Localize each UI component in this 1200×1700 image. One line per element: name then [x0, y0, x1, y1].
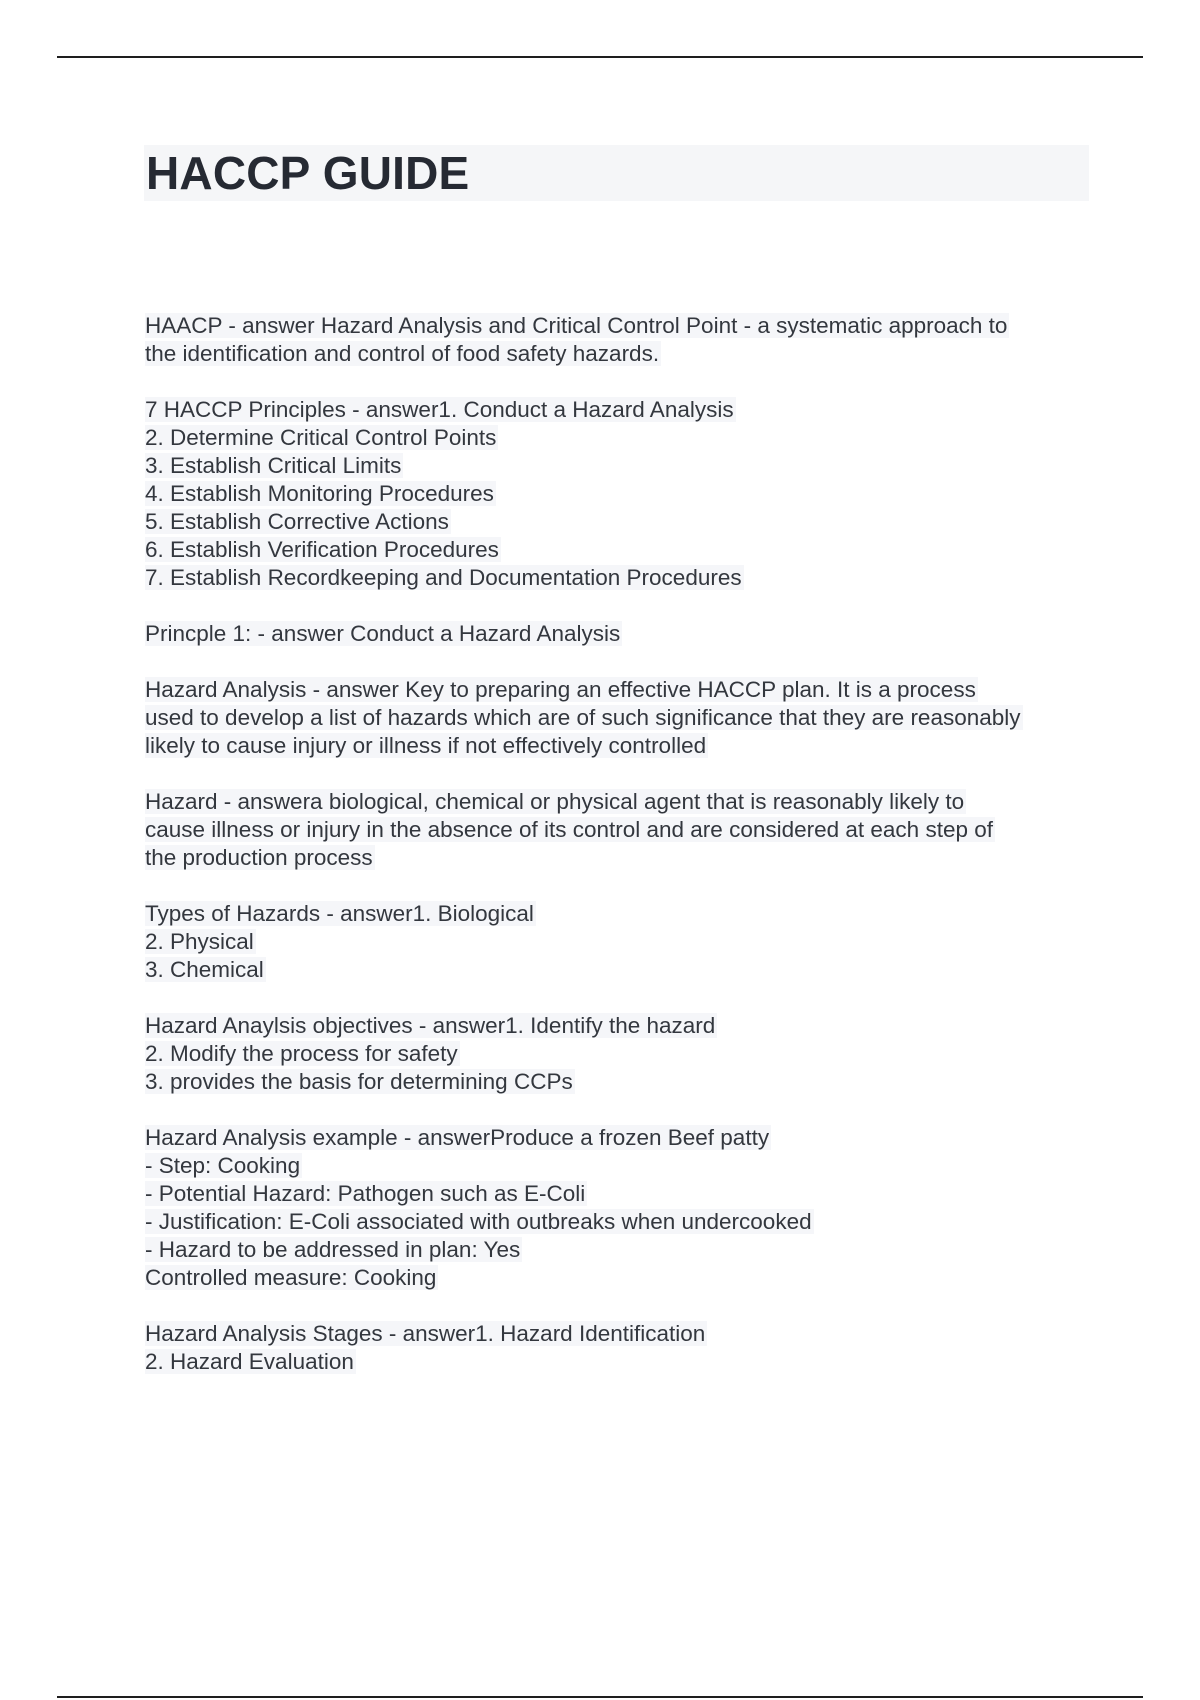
- entry-haacp: [145, 312, 1095, 368]
- entry-line: HAACP - answer Hazard Analysis and Critical Control Point - a systematic approach to: [145, 313, 1008, 338]
- entry-line: Hazard Analysis Stages - answer1. Hazard Identification: [145, 1321, 706, 1346]
- top-rule: [57, 56, 1143, 58]
- entry-line: 6. Establish Verification Procedures: [145, 537, 499, 562]
- entry-line: Hazard - answera biological, chemical or physical agent that is reasonably likely to: [145, 789, 965, 814]
- entry-line: - Hazard to be addressed in plan: Yes: [145, 1237, 521, 1262]
- entry-hazard-analysis: [145, 676, 1095, 760]
- entry-line: 7 HACCP Principles - answer1. Conduct a Hazard Analysis: [145, 397, 734, 422]
- entry-principle-1: [145, 620, 1095, 648]
- entry-line: - Step: Cooking: [145, 1153, 301, 1178]
- entry-line: cause illness or injury in the absence of its control and are considered at each step of: [145, 817, 993, 842]
- entry-line: 2. Physical: [145, 929, 254, 954]
- entry-line: 3. Establish Critical Limits: [145, 453, 402, 478]
- entry-line: likely to cause injury or illness if not effectively controlled: [145, 733, 707, 758]
- entry-line: Princple 1: - answer Conduct a Hazard Analysis: [145, 621, 621, 646]
- entry-line: 3. provides the basis for determining CCPs: [145, 1069, 573, 1094]
- entry-line: Types of Hazards - answer1. Biological: [145, 901, 534, 926]
- entry-line: Hazard Analysis example - answerProduce a frozen Beef patty: [145, 1125, 770, 1150]
- entry-line: 4. Establish Monitoring Procedures: [145, 481, 494, 506]
- entry-line: 3. Chemical: [145, 957, 264, 982]
- entry-hazard-analysis-stages: [145, 1320, 1095, 1376]
- document-body: [145, 312, 1095, 1404]
- entry-hazard: [145, 788, 1095, 872]
- entry-hazard-analysis-example: [145, 1124, 1095, 1292]
- entry-line: - Justification: E-Coli associated with outbreaks when undercooked: [145, 1209, 812, 1234]
- entry-line: 2. Determine Critical Control Points: [145, 425, 497, 450]
- entry-line: 5. Establish Corrective Actions: [145, 509, 449, 534]
- bottom-rule: [57, 1696, 1143, 1698]
- entry-line: 2. Modify the process for safety: [145, 1041, 458, 1066]
- entry-line: Controlled measure: Cooking: [145, 1265, 437, 1290]
- entry-line: Hazard Anaylsis objectives - answer1. Identify the hazard: [145, 1013, 716, 1038]
- entry-line: 2. Hazard Evaluation: [145, 1349, 354, 1374]
- page-title: HACCP GUIDE: [146, 147, 470, 199]
- entry-line: Hazard Analysis - answer Key to preparing an effective HACCP plan. It is a process: [145, 677, 976, 702]
- entry-line: 7. Establish Recordkeeping and Documentation Procedures: [145, 565, 742, 590]
- entry-haccp-principles: [145, 396, 1095, 592]
- entry-line: the identification and control of food safety hazards.: [145, 341, 660, 366]
- entry-line: - Potential Hazard: Pathogen such as E-Coli: [145, 1181, 586, 1206]
- entry-hazard-analysis-objectives: [145, 1012, 1095, 1096]
- entry-types-of-hazards: [145, 900, 1095, 984]
- entry-line: the production process: [145, 845, 373, 870]
- entry-line: used to develop a list of hazards which are of such significance that they are reasonably: [145, 705, 1021, 730]
